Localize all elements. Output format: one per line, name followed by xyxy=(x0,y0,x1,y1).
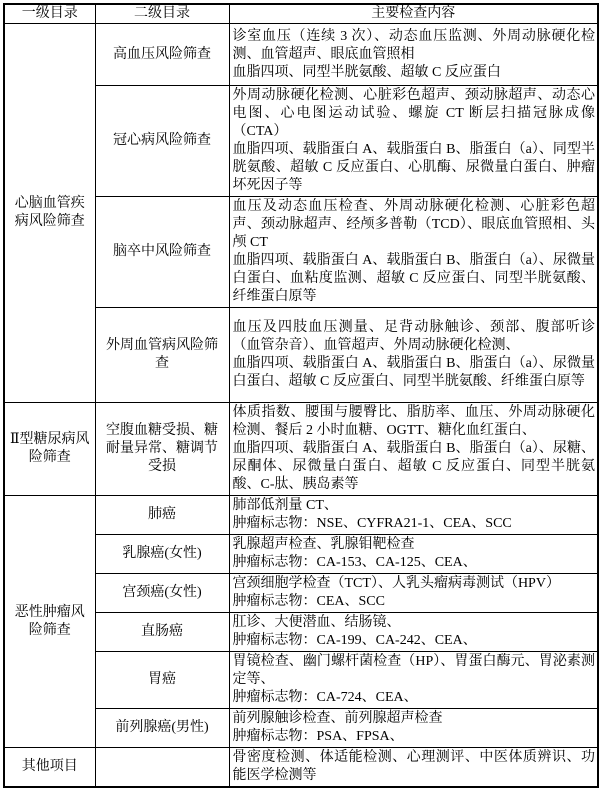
content-cell xyxy=(229,86,598,197)
content-cell xyxy=(229,197,598,308)
content-cell xyxy=(229,24,598,86)
content-paragraph: 血脂四项、载脂蛋白 A、载脂蛋白 B、脂蛋白（a）、尿糖、尿酮体、尿微量白蛋白、超敏 C 反应蛋白、同型半胱氨酸、C-肽、胰岛素等 xyxy=(232,441,595,492)
table-row xyxy=(4,24,598,86)
checkup-table xyxy=(3,3,599,788)
header-level2-column: 二级目录 xyxy=(95,4,229,24)
content-paragraph: 血压及四肢血压测量、足背动脉触诊、颈部、腹部听诊（血管杂音）、血管超声、外周动脉硬化检测、 xyxy=(232,320,595,353)
content-paragraph: 骨密度检测、体适能检测、心理测评、中医体质辨识、功能医学检测等 xyxy=(232,750,595,783)
level2-cell-gastric-cancer: 胃癌 xyxy=(95,652,229,709)
level1-cell-tumor: 恶性肿瘤风险筛查 xyxy=(4,496,95,748)
level2-cell-hypertension: 高血压风险筛查 xyxy=(95,24,229,86)
table-row xyxy=(4,748,598,788)
header-level1-column: 一级目录 xyxy=(4,4,95,24)
table-row xyxy=(4,403,598,496)
level2-cell-lung-cancer: 肺癌 xyxy=(95,496,229,535)
level2-cell-empty xyxy=(95,748,229,788)
content-paragraph: 乳腺超声检查、乳腺钼靶检查 xyxy=(232,537,415,552)
content-paragraph: 肛诊、大便潜血、结肠镜、 xyxy=(232,615,401,630)
level2-cell-rectal-cancer: 直肠癌 xyxy=(95,613,229,652)
content-cell xyxy=(229,709,598,748)
content-paragraph: 外周动脉硬化检测、心脏彩色超声、颈动脉超声、动态心电图、心电图运动试验、螺旋 CT 断层扫描冠脉成像（CTA） xyxy=(232,88,595,139)
content-paragraph: 肿瘤标志物：CA-153、CA-125、CEA、 xyxy=(232,555,477,570)
content-paragraph: 胃镜检查、幽门螺杆菌检查（HP）、胃蛋白酶元、胃泌素测定等、 xyxy=(232,654,595,687)
level2-cell-prostate-cancer: 前列腺癌(男性) xyxy=(95,709,229,748)
table-row xyxy=(4,496,598,535)
content-paragraph: 肿瘤标志物：PSA、FPSA、 xyxy=(232,729,404,744)
content-cell xyxy=(229,535,598,574)
level2-cell-coronary: 冠心病风险筛查 xyxy=(95,86,229,197)
content-cell xyxy=(229,613,598,652)
content-paragraph: 血脂四项、载脂蛋白 A、载脂蛋白 B、脂蛋白（a）、尿微量白蛋白、血粘度监测、超敏 C 反应蛋白、同型半胱氨酸、纤维蛋白原等 xyxy=(232,253,595,304)
content-paragraph: 血脂四项、载脂蛋白 A、载脂蛋白 B、脂蛋白（a）、同型半胱氨酸、超敏 C 反应蛋白、心肌酶、尿微量白蛋白、肿瘤坏死因子等 xyxy=(232,142,595,193)
content-paragraph: 诊室血压（连续 3 次）、动态血压监测、外周动脉硬化检测、血管超声、眼底血管照相 xyxy=(232,28,595,62)
content-paragraph: 肿瘤标志物：CA-724、CEA、 xyxy=(232,690,418,705)
content-paragraph: 肿瘤标志物：CA-199、CA-242、CEA、 xyxy=(232,633,477,648)
level1-cell-cardiovascular: 心脑血管疾病风险筛查 xyxy=(4,24,95,403)
content-cell xyxy=(229,574,598,613)
level2-cell-stroke: 脑卒中风险筛查 xyxy=(95,197,229,308)
content-cell xyxy=(229,652,598,709)
content-cell xyxy=(229,403,598,496)
content-paragraph: 血脂四项、载脂蛋白 A、载脂蛋白 B、脂蛋白（a）、尿微量白蛋白、超敏 C 反应蛋白、同型半胱氨酸、纤维蛋白原等 xyxy=(232,356,595,389)
level2-cell-breast-cancer: 乳腺癌(女性) xyxy=(95,535,229,574)
content-cell xyxy=(229,496,598,535)
table-header-row xyxy=(4,4,598,24)
level2-cell-glucose: 空腹血糖受损、糖耐量异常、糖调节受损 xyxy=(95,403,229,496)
content-paragraph: 肺部低剂量 CT、 xyxy=(232,498,338,513)
level2-cell-cervical-cancer: 宫颈癌(女性) xyxy=(95,574,229,613)
content-paragraph: 宫颈细胞学检查（TCT）、人乳头瘤病毒测试（HPV） xyxy=(232,576,560,591)
level1-cell-diabetes: Ⅱ型糖尿病风险筛查 xyxy=(4,403,95,496)
content-paragraph: 体质指数、腰围与腰臀比、脂肪率、血压、外周动脉硬化检测、餐后 2 小时血糖、OGTT、糖化血红蛋白、 xyxy=(232,405,595,438)
content-paragraph: 血压及动态血压检查、外周动脉硬化检测、心脏彩色超声、颈动脉超声、经颅多普勒（TCD）、眼底血管照相、头颅 CT xyxy=(232,199,595,250)
content-paragraph: 血脂四项、同型半胱氨酸、超敏 C 反应蛋白 xyxy=(232,64,501,80)
content-paragraph: 肿瘤标志物：CEA、SCC xyxy=(232,594,385,609)
header-content-column: 主要检查内容 xyxy=(229,4,598,24)
content-cell xyxy=(229,308,598,403)
content-cell xyxy=(229,748,598,788)
level1-cell-other: 其他项目 xyxy=(4,748,95,788)
level2-cell-peripheral-vascular: 外周血管病风险筛查 xyxy=(95,308,229,403)
content-paragraph: 肿瘤标志物：NSE、CYFRA21-1、CEA、SCC xyxy=(232,516,512,531)
content-paragraph: 前列腺触诊检查、前列腺超声检查 xyxy=(232,711,443,726)
